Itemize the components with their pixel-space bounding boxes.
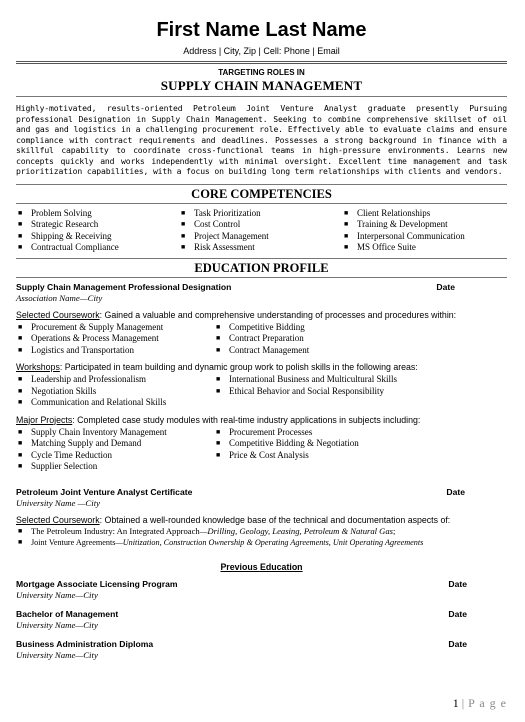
scm-coursework-lead: Selected Coursework: Gained a valuable and comprehensive understanding of processes and procedures within:: [16, 309, 457, 320]
previous-entry-header: [16, 609, 507, 620]
pjv-date: Date: [446, 486, 465, 497]
bullet-icon: ■: [181, 243, 186, 251]
previous-title: Business Administration Diploma: [16, 638, 154, 649]
pjv-entry-header: [16, 487, 507, 498]
bullet-icon: ■: [216, 375, 221, 383]
target-role-title: SUPPLY CHAIN MANAGEMENT: [160, 78, 363, 93]
page-number: 1: [452, 696, 459, 710]
target-roles-heading: TARGETING ROLES IN: [218, 68, 305, 77]
bullet-icon: ■: [216, 345, 221, 354]
list-item: ■ Training & Development: [344, 219, 448, 229]
education-title: EDUCATION PROFILE: [194, 260, 329, 275]
list-item: ■ Cycle Time Reduction: [18, 449, 112, 460]
bullet-icon: ■: [181, 220, 186, 228]
pjv-title: Petroleum Joint Venture Analyst Certificate: [16, 486, 193, 497]
bullet-icon: ■: [18, 538, 23, 546]
scm-coursework-list: [16, 322, 507, 357]
competencies-title: CORE COMPETENCIES: [191, 186, 332, 201]
previous-date: Date: [448, 638, 467, 649]
scm-entry-header: [16, 282, 507, 293]
bullet-icon: ■: [18, 386, 23, 395]
list-item: ■ Matching Supply and Demand: [18, 438, 142, 448]
bullet-icon: ■: [216, 322, 221, 331]
bullet-icon: ■: [216, 386, 221, 395]
bullet-icon: ■: [18, 243, 23, 251]
list-item: ■ Leadership and Professionalism: [18, 374, 146, 384]
bullet-icon: ■: [18, 526, 23, 535]
bullet-icon: ■: [216, 439, 221, 447]
scm-association: Association Name—City: [16, 292, 103, 303]
competencies-column-2: [181, 208, 344, 254]
bullet-icon: ■: [18, 345, 23, 354]
scm-projects-lead: Major Projects: Completed case study modules with real-time industry applications in subjects including:: [16, 414, 421, 425]
list-item: ■ Price & Cost Analysis: [216, 449, 309, 460]
list-item: ■ Logistics and Transportation: [18, 344, 134, 355]
education-divider-top: [16, 258, 507, 259]
list-item: ■ Task Prioritization: [181, 207, 261, 218]
previous-title: Bachelor of Management: [16, 608, 119, 619]
list-item: ■ Contractual Compliance: [18, 242, 119, 252]
target-divider: [16, 96, 507, 97]
bullet-icon: ■: [344, 231, 349, 240]
bullet-icon: ■: [344, 220, 349, 228]
list-item: ■ The Petroleum Industry: An Integrated Approach—Drilling, Geology, Leasing, Petroleum & Natural Gas;: [18, 525, 396, 536]
list-item: ■ Problem Solving: [18, 207, 92, 218]
pjv-coursework-lead: Selected Coursework: Obtained a well-rounded knowledge base of the technical and documentation aspects of:: [16, 514, 451, 525]
competencies-divider-top: [16, 184, 507, 185]
list-item: ■ Shipping & Receiving: [18, 230, 112, 241]
previous-university: University Name—City: [16, 589, 98, 600]
bullet-icon: ■: [181, 208, 186, 217]
pjv-coursework-list: [16, 526, 507, 549]
list-item: ■ Client Relationships: [344, 207, 431, 218]
previous-date: Date: [448, 578, 467, 589]
list-item: ■ Joint Venture Agreements—Unitization, Construction Ownership & Operating Agreements, Unit Operating Agreements: [18, 538, 424, 547]
list-item: ■ Contract Preparation: [216, 333, 304, 343]
list-item: ■ Contract Management: [216, 344, 310, 355]
list-item: ■ International Business and Multicultural Skills: [216, 374, 397, 384]
previous-title: Mortgage Associate Licensing Program: [16, 578, 178, 589]
bullet-icon: ■: [18, 398, 23, 406]
pjv-university: University Name —City: [16, 497, 101, 508]
previous-university: University Name—City: [16, 619, 98, 630]
competencies-list: [16, 208, 507, 254]
bullet-icon: ■: [18, 375, 23, 383]
list-item: ■ Project Management: [181, 230, 269, 241]
list-item: ■ Competitive Bidding & Negotiation: [216, 438, 359, 448]
bullet-icon: ■: [216, 427, 221, 436]
page-separator: |: [461, 696, 466, 710]
page-label: P a g e: [468, 696, 507, 710]
education-divider-bottom: [16, 277, 507, 278]
competencies-column-1: [16, 208, 181, 254]
list-item: ■ Operations & Process Management: [18, 333, 159, 343]
competencies-column-3: [344, 208, 507, 254]
scm-projects-list: [16, 427, 507, 473]
bullet-icon: ■: [18, 450, 23, 459]
list-item: ■ Competitive Bidding: [216, 321, 305, 332]
list-item: ■ Cost Control: [181, 219, 241, 229]
list-item: ■ Negotiation Skills: [18, 385, 97, 396]
previous-entry-header: [16, 579, 507, 590]
list-item: ■ Procurement & Supply Management: [18, 321, 164, 332]
list-item: ■ Risk Assessment: [181, 242, 255, 252]
header-divider: [16, 61, 507, 64]
previous-date: Date: [448, 608, 467, 619]
candidate-name: First Name Last Name: [156, 19, 367, 41]
list-item: ■ Strategic Research: [18, 219, 99, 229]
page-footer: [0, 696, 507, 711]
bullet-icon: ■: [18, 462, 23, 470]
bullet-icon: ■: [18, 231, 23, 240]
bullet-icon: ■: [216, 450, 221, 459]
list-item: ■ Communication and Relational Skills: [18, 397, 167, 407]
bullet-icon: ■: [181, 231, 186, 240]
scm-workshops-list: [16, 374, 507, 409]
bullet-icon: ■: [216, 334, 221, 342]
contact-line: Address | City, Zip | Cell: Phone | Email: [183, 46, 340, 56]
bullet-icon: ■: [344, 208, 349, 217]
scm-date: Date: [436, 281, 455, 292]
list-item: ■ Interpersonal Communication: [344, 230, 465, 241]
bullet-icon: ■: [18, 334, 23, 342]
professional-summary: Highly-motivated, results-oriented Petroleum Joint Venture Analyst graduate presently Pursuing professional Designation in Supply Chain Management. Seeking to combine comprehensive skillset of oil and gas and logistics in a challenging procurement role. Effectively able to evaluate claims and ensure compliance with contract requirements and deadlines. Possesses a strong background in finance with a skillful capability to coordinate cross-functional teams in high-pressure environments. Learns new concepts quickly and works independently with minimal oversight. Excellent time management and task prioritization capabilities, with a focus on building long term relationships with clients and vendors.: [16, 103, 507, 176]
bullet-icon: ■: [344, 243, 349, 251]
bullet-icon: ■: [18, 208, 23, 217]
bullet-icon: ■: [18, 220, 23, 228]
competencies-divider-bottom: [16, 203, 507, 204]
previous-university: University Name—City: [16, 649, 98, 660]
previous-entry-header: [16, 639, 507, 650]
list-item: ■ Supplier Selection: [18, 461, 98, 471]
previous-education-title: Previous Education: [220, 561, 303, 572]
list-item: ■ Supply Chain Inventory Management: [18, 426, 167, 437]
scm-title: Supply Chain Management Professional Designation: [16, 281, 232, 292]
bullet-icon: ■: [18, 439, 23, 447]
list-item: ■ Procurement Processes: [216, 426, 313, 437]
bullet-icon: ■: [18, 427, 23, 436]
bullet-icon: ■: [18, 322, 23, 331]
list-item: ■ MS Office Suite: [344, 242, 416, 252]
list-item: ■ Ethical Behavior and Social Responsibility: [216, 385, 384, 396]
scm-workshops-lead: Workshops: Participated in team building and dynamic group work to polish skills in the following areas:: [16, 362, 418, 372]
